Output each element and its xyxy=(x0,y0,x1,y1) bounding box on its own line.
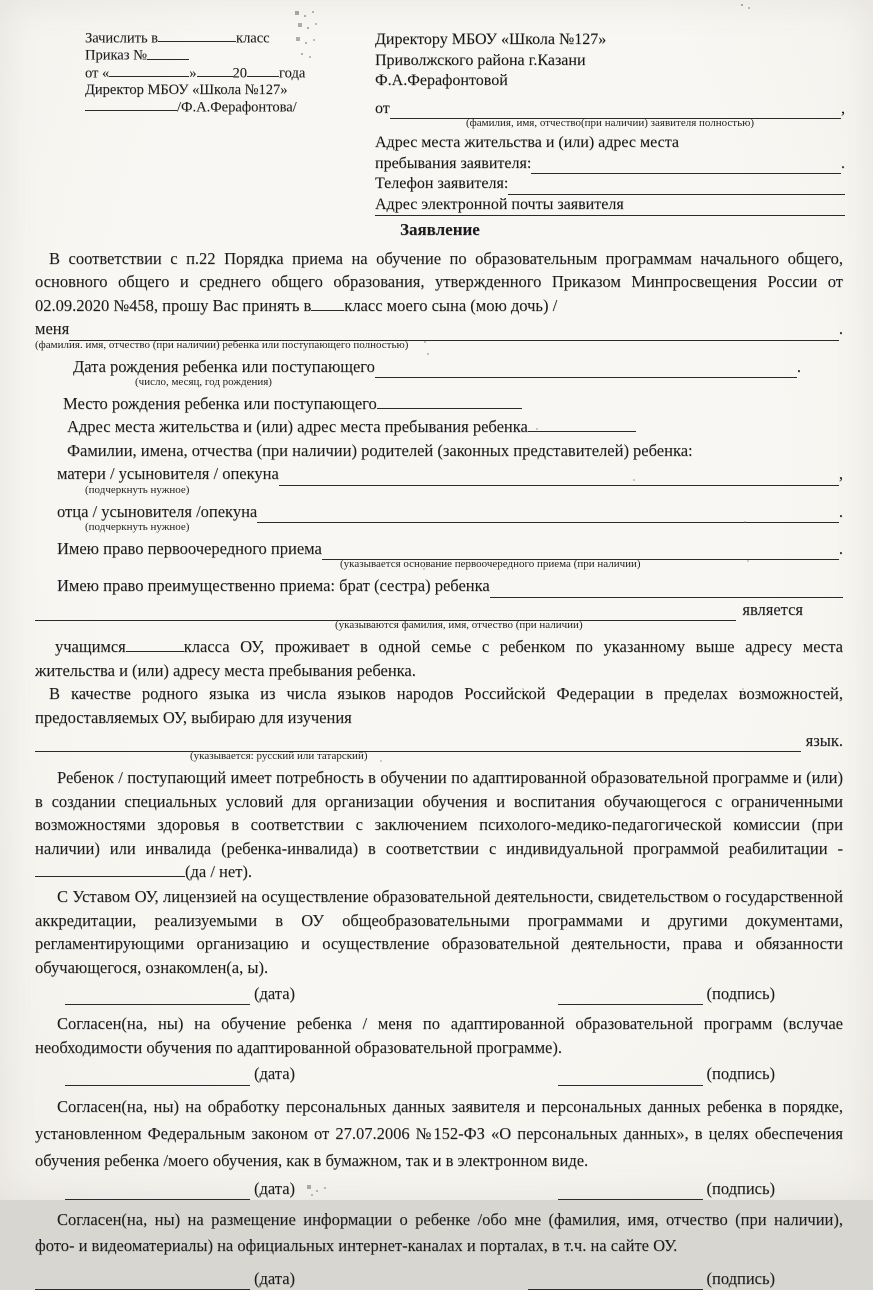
applicant-address-line-1: Адрес места жительства и (или) адрес места xyxy=(375,134,680,151)
consent-personal-data-paragraph: Согласен(на, ны) на обработку персональных данных заявителя и персональных данных ребенка в порядке, установленном Федеральным законом от 27.07.2006 №152-ФЗ «О персональных данных», в целях обеспечения обучения ребенка /моего обучения, как в бумажном, так и в электронном виде. xyxy=(35,1096,843,1170)
field-preferential-line2 xyxy=(35,598,843,621)
date-signature-row xyxy=(35,1267,843,1290)
mother-name-blank xyxy=(279,481,839,486)
language-paragraph: В качестве родного языка из числа языков народов Российской Федерации в пределах возможностей, предоставляемых ОУ, выбираю для изучения xyxy=(35,684,843,727)
birth-place-blank xyxy=(377,395,522,409)
consent-adapted-paragraph: Согласен(на, ны) на обучение ребенка / меня по адаптированной образовательной программ (вслучае необходимости обучения по адаптированной образовательной программе). xyxy=(35,1014,843,1057)
yes-no-blank xyxy=(35,863,185,877)
blank-line xyxy=(158,30,236,42)
language-suffix: язык. xyxy=(805,730,843,750)
phone-line xyxy=(375,174,845,195)
first-priority-label: Имею право первоочередного приема xyxy=(57,539,322,559)
student-post: класса ОУ, проживает в одной семье с ребенком по указанному выше адресу места жительства и (или) адресу места пребывания ребенка. xyxy=(35,637,843,680)
adapted-text: Ребенок / поступающий имеет потребность в обучении по адаптированной образовательной программе и (или) в создании специальных условий для организации обучения и воспитания обучающегося с ограниченными возможностями здоровья в соответствии с заключением психолого-медико-педагогической комиссии (при наличии) или инвалида (ребенка-инвалида) в соответствии с индивидуальной программой реабилитации - xyxy=(35,768,843,858)
email-line xyxy=(375,195,845,217)
quote-close: » xyxy=(189,64,197,81)
date-blank xyxy=(65,1195,250,1200)
residence-label: пребывания заявителя: xyxy=(375,154,532,172)
birth-date-note: (число, месяц, год рождения) xyxy=(135,376,272,389)
language-line xyxy=(35,729,843,752)
signature-blank xyxy=(528,1285,703,1290)
header xyxy=(0,0,873,216)
applicant-address-line-2 xyxy=(375,154,845,175)
date-signature-row xyxy=(35,1177,843,1200)
from-label: от xyxy=(375,99,390,117)
signature-label: (подпись) xyxy=(706,1064,775,1084)
underline-note: (подчеркнуть нужное) xyxy=(85,483,190,496)
date-signature-row xyxy=(35,1062,843,1085)
blank-line xyxy=(147,47,189,59)
date-signature-row xyxy=(35,982,843,1005)
birth-date-blank xyxy=(375,373,797,378)
consent-media-paragraph: Согласен(на, ны) на размещение информации о ребенке /обо мне (фамилия, имя, отчество (при наличии), фото- и видеоматериалы) на официальных интернет-каналах и порталах, в т.ч. на сайте ОУ. xyxy=(35,1210,843,1255)
blank-line xyxy=(247,65,279,77)
comma: , xyxy=(838,464,843,484)
year-prefix: 20 xyxy=(232,64,248,81)
first-priority-note: (указывается основание первоочередного приема (при наличии) xyxy=(340,558,641,571)
page-title: Заявление xyxy=(400,220,480,239)
order-line xyxy=(85,47,375,64)
addressee-block xyxy=(375,30,845,216)
date-blank xyxy=(65,1081,250,1086)
period: . xyxy=(796,356,801,376)
date-label: (дата) xyxy=(254,983,296,1003)
blank-line xyxy=(197,65,233,77)
intro-text: В соответствии с п.22 Порядка приема на обучение по образовательным программам начального общего, основного общего и среднего общего образования, утвержденного Приказом Минпросвещения России от 02.09.2020 №458, прошу Вас принять в xyxy=(35,249,843,315)
signature-blank xyxy=(558,1081,703,1086)
signature-blank xyxy=(558,1195,703,1200)
applicant-name-note: (фамилия, имя, отчество(при наличии) заявителя полностью) xyxy=(465,117,754,129)
director-line: Директор МБОУ «Школа №127» xyxy=(85,81,288,98)
is-word: является xyxy=(742,599,803,619)
approval-stamp-block xyxy=(85,30,375,216)
email-label: Адрес электронной почты заявителя xyxy=(375,195,624,213)
period: . xyxy=(838,539,843,559)
enroll-line xyxy=(85,30,375,47)
phone-label: Телефон заявителя: xyxy=(375,175,509,192)
date-line xyxy=(85,65,375,82)
language-note: (указывается: русский или татарский) xyxy=(190,750,368,763)
year-suffix: года xyxy=(279,64,306,81)
applicant-self-line xyxy=(35,317,843,340)
field-birth-date xyxy=(73,355,843,378)
father-name-blank xyxy=(257,518,839,523)
addressee-line-1: Директору МБОУ «Школа №127» xyxy=(375,31,607,48)
language-blank xyxy=(35,747,801,752)
class-label: класс xyxy=(236,30,270,47)
signature-blank xyxy=(85,99,177,111)
student-paragraph xyxy=(35,635,843,682)
mother-label: матери / усыновителя / опекуна xyxy=(57,464,279,484)
parents-heading: Фамилии, имена, отчества (при наличии) родителей (законных представителей) ребенка: xyxy=(67,440,693,460)
birth-date-label: Дата рождения ребенка или поступающего xyxy=(73,356,375,376)
child-name-note: (фамилия. имя, отчество (при наличии) ребенка или поступающего полностью) xyxy=(35,338,409,351)
father-label: отца / усыновителя /опекуна xyxy=(57,501,258,521)
comma: , xyxy=(841,99,845,117)
date-blank xyxy=(65,1000,250,1005)
addressee-line-2: Приволжского района г.Казани xyxy=(375,51,586,69)
intro-text-tail: класс моего сына (мою дочь) / xyxy=(344,295,558,315)
signature-label: (подпись) xyxy=(706,1269,775,1288)
applicant-from-line xyxy=(375,99,845,120)
field-first-priority xyxy=(57,537,843,560)
period: . xyxy=(838,319,843,339)
class-number-blank xyxy=(311,297,344,311)
signature-label: (подпись) xyxy=(706,983,775,1003)
director-sign-line xyxy=(85,99,375,116)
preferential-note: (указываются фамилия, имя, отчество (при наличии) xyxy=(335,619,583,632)
period: . xyxy=(838,501,843,521)
scan-noise xyxy=(0,0,2,2)
field-child-address xyxy=(67,415,843,438)
student-pre: учащимся xyxy=(55,637,126,657)
date-blank xyxy=(35,1285,250,1290)
menya-label: меня xyxy=(35,319,70,339)
period: . xyxy=(841,154,845,172)
director-name: /Ф.А.Ферафонтова/ xyxy=(177,99,297,116)
intro-paragraph xyxy=(35,247,843,317)
birth-place-label: Место рождения ребенка или поступающего xyxy=(63,394,377,414)
student-class-blank xyxy=(126,638,184,652)
yes-no-suffix: (да / нет). xyxy=(185,861,253,881)
child-address-blank xyxy=(528,418,636,432)
date-label: (дата) xyxy=(254,1269,296,1288)
date-label: (дата) xyxy=(254,1178,296,1198)
field-father xyxy=(57,500,843,523)
adapted-paragraph xyxy=(35,766,843,883)
charter-paragraph: С Уставом ОУ, лицензией на осуществление образовательной деятельности, свидетельством о государственной аккредитации, реализуемыми в ОУ общеобразовательными программами и другими документами, регламентирующими организацию и осуществление образовательной деятельности, права и обязанности обучающегося, ознакомлен(а, ы). xyxy=(35,887,843,977)
order-label: Приказ № xyxy=(85,47,147,64)
address-blank xyxy=(531,169,841,174)
date-label: (дата) xyxy=(254,1064,296,1084)
child-address-label: Адрес места жительства и (или) адрес места пребывания ребенка xyxy=(67,417,528,437)
application-body xyxy=(0,240,873,1290)
underline-note: (подчеркнуть нужное) xyxy=(85,521,190,534)
signature-label: (подпись) xyxy=(706,1178,775,1198)
addressee-line-3: Ф.А.Ферафонтовой xyxy=(375,72,508,89)
preferential-label: Имею право преимущественно приема: брат (сестра) ребенка xyxy=(57,576,490,596)
date-from-label: от « xyxy=(85,64,110,81)
signature-blank xyxy=(558,1000,703,1005)
field-birth-place xyxy=(63,392,843,415)
field-mother xyxy=(57,462,843,485)
field-preferential xyxy=(57,574,843,597)
enroll-label: Зачислить в xyxy=(85,30,159,47)
blank-line xyxy=(109,65,189,77)
